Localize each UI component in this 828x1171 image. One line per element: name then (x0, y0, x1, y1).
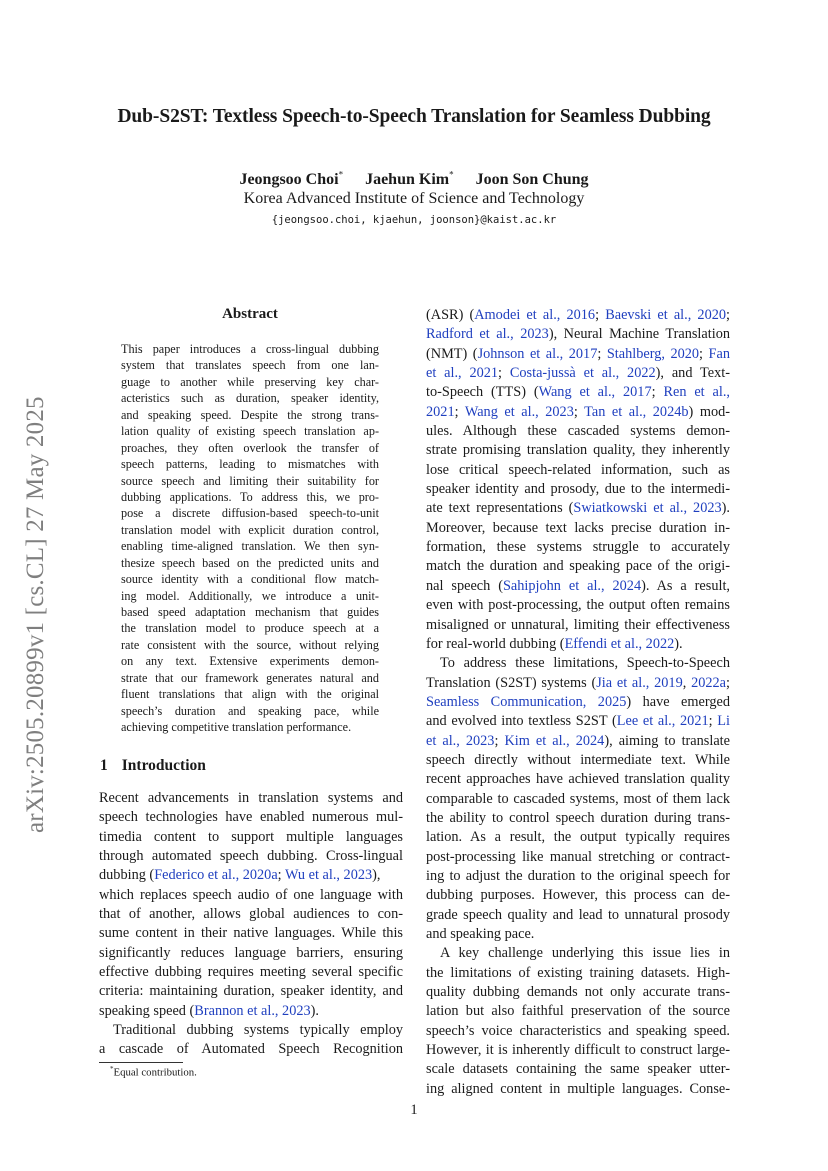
abstract-line: the translation model to produce speech at a (121, 621, 379, 636)
citation-link[interactable]: Radford et al., 2023 (426, 326, 549, 343)
text-run: misaligned or unnatural, limiting their effectiveness (426, 616, 730, 633)
text-line (99, 828, 403, 847)
text-run: through automated speech dubbing. Cross-lingual (99, 848, 403, 865)
text-line (426, 712, 730, 731)
citation-link[interactable]: Seamless Communication, 2025 (426, 693, 627, 710)
text-run: speech’s voice characteristics and speaking speed. (426, 1022, 730, 1039)
text-run: post-processing like manual stretching or contract- (426, 848, 730, 865)
arxiv-stamp-text: arXiv:2505.20899v1 [cs.CL] 27 May 2025 (22, 396, 49, 833)
text-line (426, 499, 730, 518)
text-run: ing aligned content in multiple languages. Conse- (426, 1080, 730, 1097)
right-column-text (426, 306, 730, 1099)
citation-link[interactable]: Fan (708, 345, 730, 362)
abstract-line: pose a discrete diffusion-based speech-to-unit (121, 506, 379, 521)
text-line (426, 770, 730, 789)
abstract-line: dubbing applications. To address this, we pro- (121, 489, 379, 504)
citation-link[interactable]: Tan et al., 2024b (584, 403, 689, 420)
text-line (426, 848, 730, 867)
citation-link[interactable]: Wu et al., 2023 (284, 867, 373, 884)
text-run: ; (595, 307, 606, 323)
author: Jaehun Kim* (365, 170, 454, 189)
text-line (426, 1060, 730, 1079)
abstract-line: This paper introduces a cross-lingual dubbing (121, 342, 379, 356)
text-run: (ASR) ( (426, 307, 475, 323)
abstract-line: achieving competitive translation performance. (121, 720, 352, 735)
text-run: ). (674, 635, 683, 652)
text-line (99, 963, 403, 982)
text-run: speech technologies have enabled numerous mul- (99, 809, 403, 826)
abstract-line: proaches, they often overlook the transfer of (121, 440, 379, 455)
text-line (426, 441, 730, 460)
text-line (426, 906, 730, 925)
abstract-line: based speed adaptation mechanism that guides (121, 605, 379, 619)
text-run: Recent advancements in translation systems and (99, 790, 403, 806)
text-run: To address these limitations, Speech-to-Speech (440, 655, 730, 672)
text-line (99, 1040, 403, 1059)
text-line (426, 519, 730, 538)
text-line (426, 732, 730, 751)
text-run: lation. As a result, the output typically requires (426, 829, 730, 846)
text-run: formation, these systems struggle to accurately (426, 539, 730, 556)
text-line (99, 905, 403, 924)
text-line (426, 345, 730, 364)
abstract-line: thesize speech based on the predicted units and (121, 555, 379, 570)
text-line (426, 809, 730, 828)
text-run: ing to adjust the duration to the original speech for (426, 867, 730, 884)
footnote: *Equal contribution. (110, 1065, 197, 1079)
author: Joon Son Chung (475, 171, 589, 189)
citation-link[interactable]: Sahipjohn et al., 2024 (502, 577, 642, 594)
text-line (426, 596, 730, 615)
text-line (426, 867, 730, 886)
citation-link[interactable]: Johnson et al., 2017 (477, 345, 598, 362)
text-run: ; (494, 732, 505, 749)
author-emails: {jeongsoo.choi, kjaehun, joonson}@kaist.ac.kr (271, 214, 557, 226)
text-run: ), (372, 867, 381, 884)
text-run: grade speech quality and lead to unnatural prosody (426, 906, 730, 923)
text-line (99, 866, 403, 885)
citation-link[interactable]: Jia et al., 2019 (596, 674, 683, 691)
citation-link[interactable]: Wang et al., 2017 (538, 384, 652, 401)
text-line (426, 1041, 730, 1060)
abstract-line: rate consistent with the source, without relying (121, 637, 379, 652)
text-line (426, 306, 730, 325)
text-line (426, 635, 730, 654)
text-line (426, 944, 730, 963)
section-number: 1 (100, 757, 108, 774)
text-run: ). As a result, (641, 577, 730, 594)
text-run: ; (726, 674, 730, 691)
text-line (99, 1002, 403, 1021)
text-run: speaking speed ( (99, 1002, 195, 1019)
left-column-text (99, 789, 403, 1060)
text-run: the limitations of existing training datasets. High- (426, 964, 730, 981)
text-line (99, 924, 403, 943)
text-line (426, 674, 730, 693)
text-line (426, 983, 730, 1002)
footnote-rule (99, 1062, 183, 1063)
citation-link[interactable]: Swiatkowski et al., 2023 (573, 500, 722, 517)
text-run: recent approaches have achieved translation quality (426, 771, 730, 788)
text-run: (NMT) ( (426, 345, 478, 362)
paper-title: Dub-S2ST: Textless Speech-to-Speech Translation for Seamless Dubbing (117, 106, 711, 127)
text-run: ; (573, 403, 585, 420)
abstract-body (121, 341, 379, 736)
text-run: ate text representations ( (426, 500, 574, 517)
text-line (426, 751, 730, 770)
citation-link[interactable]: Kim et al., 2024 (504, 732, 605, 749)
text-run: match the duration and speaking pace of the origi- (426, 558, 730, 575)
text-line (426, 1002, 730, 1021)
text-run: ). (310, 1002, 319, 1019)
abstract-line: on any text. Extensive experiments demon- (121, 654, 379, 669)
citation-link[interactable]: et al., 2023 (426, 732, 495, 749)
abstract-line: and speaking speed. Despite the strong trans- (121, 407, 379, 422)
text-run: Moreover, because text lacks precise duration in- (426, 519, 730, 536)
text-run: ; (277, 867, 285, 884)
text-line (99, 808, 403, 827)
text-run: for real-world dubbing ( (426, 635, 565, 652)
citation-link[interactable]: Li (717, 713, 731, 730)
text-line (426, 886, 730, 905)
citation-link[interactable]: Costa-jussà et al., 2022 (509, 365, 656, 382)
text-run: ; (726, 307, 731, 323)
text-run: comparable to cascaded systems, most of them lack (426, 790, 730, 807)
text-run: a cascade of Automated Speech Recognition (99, 1041, 403, 1058)
citation-link[interactable]: 2022a (691, 674, 727, 691)
text-run: ; (708, 713, 718, 730)
text-run: ), aiming to translate (604, 732, 730, 749)
abstract-heading: Abstract (222, 306, 278, 322)
abstract-line: strate that our framework generates natural and (121, 670, 379, 685)
citation-link[interactable]: Baevski et al., 2020 (605, 307, 727, 323)
abstract-line: lation quality of existing speech translation ap- (121, 424, 379, 439)
text-run: dubbing ( (99, 867, 155, 884)
text-run: ; (699, 345, 709, 362)
text-run: that of another, allows global audiences to con- (99, 906, 403, 923)
arxiv-stamp (20, 343, 52, 833)
text-run: ) have emerged (626, 693, 731, 710)
text-line (426, 480, 730, 499)
text-run: ), Neural Machine Translation (548, 326, 730, 343)
text-run: ). (721, 500, 730, 517)
text-run: criteria: maintaining duration, speaker identity, and (99, 983, 403, 1000)
text-run: speech directly without intermediate text. While (426, 751, 730, 768)
text-run: dubbing purposes. However, this process can de- (426, 887, 730, 904)
text-line (426, 383, 730, 402)
text-run: scale datasets containing the same speaker utter- (426, 1061, 730, 1078)
text-line (426, 364, 730, 383)
text-line (426, 461, 730, 480)
text-line (99, 944, 403, 963)
text-run: ), and Text- (655, 365, 730, 382)
abstract-line: fluent translations that align with the original (121, 687, 379, 702)
text-run: Traditional dubbing systems typically employ (113, 1022, 403, 1039)
text-run: lose critical speech-related information, such as (426, 461, 730, 478)
text-line (426, 790, 730, 809)
text-run: strate promising translation quality, they inherently (426, 442, 730, 459)
text-run: ; (454, 403, 465, 420)
text-line (99, 789, 403, 808)
abstract-line: speech’s duration and speaking pace, while (121, 703, 379, 718)
text-run: ; (597, 345, 607, 362)
text-line (426, 577, 730, 596)
text-run: ) mod- (688, 403, 730, 420)
citation-link[interactable]: 2021 (426, 403, 455, 420)
text-line (426, 557, 730, 576)
text-line (426, 616, 730, 635)
text-line (426, 654, 730, 673)
citation-link[interactable]: Effendi et al., 2022 (564, 635, 675, 652)
citation-link[interactable]: et al., 2021 (426, 365, 499, 382)
text-run: , (682, 674, 692, 691)
text-run: lation but also faithful preservation of the source (426, 1003, 730, 1020)
text-run: timedia content to support multiple languages (99, 828, 403, 845)
text-line (426, 964, 730, 983)
text-line (426, 538, 730, 557)
text-line (426, 422, 730, 441)
text-line (99, 847, 403, 866)
citation-link[interactable]: Federico et al., 2020a (154, 867, 278, 884)
text-run: quality dubbing demands not only accurate trans- (426, 984, 730, 1001)
abstract-line: system that translates speech from one lan- (121, 358, 379, 373)
citation-link[interactable]: Brannon et al., 2023 (194, 1002, 311, 1019)
text-run: sume content in their native languages. While this (99, 925, 403, 942)
text-line (426, 403, 730, 422)
text-run: significantly reduces language barriers, ensuring (99, 944, 403, 961)
section-heading-introduction (100, 757, 206, 775)
text-line (99, 1021, 403, 1040)
abstract-line: guage to another while preserving key char- (121, 374, 379, 389)
citation-link[interactable]: Wang et al., 2023 (464, 403, 574, 420)
text-run: effective dubbing requires meeting several specific (99, 964, 403, 981)
text-line (426, 1080, 730, 1099)
text-run: and speaking pace. (426, 926, 535, 942)
abstract-line: acteristics such as duration, speaker identity, (121, 391, 379, 406)
page-number: 1 (410, 1102, 418, 1118)
abstract-line: speech patterns, leading to mismatches with (121, 457, 379, 472)
abstract-line: translation model with explicit duration control, (121, 522, 379, 537)
text-line (426, 1022, 730, 1041)
text-line (99, 982, 403, 1001)
text-run: nal speech ( (426, 577, 503, 594)
text-run: and evolved into textless S2ST ( (426, 713, 617, 730)
abstract-line: source identity with a conditional flow match- (121, 572, 379, 587)
text-run: However, it is inherently difficult to construct large- (426, 1042, 730, 1059)
text-line (426, 325, 730, 344)
abstract-line: ing model. Additionally, we introduce a unit- (121, 588, 379, 603)
affiliation: Korea Advanced Institute of Science and Technology (243, 190, 585, 207)
author: Jeongsoo Choi* (239, 170, 344, 189)
citation-link[interactable]: Ren et al., (663, 384, 730, 401)
citation-link[interactable]: Lee et al., 2021 (616, 713, 709, 730)
text-run: ; (498, 365, 510, 382)
text-line (426, 925, 730, 944)
text-line (426, 828, 730, 847)
text-run: the ability to control speech duration during trans- (426, 809, 730, 826)
text-run: to-Speech (TTS) ( (426, 384, 539, 401)
text-run: which replaces speech audio of one language with (99, 886, 403, 903)
citation-link[interactable]: Stahlberg, 2020 (606, 345, 700, 362)
text-run: ules. Although these cascaded systems demon- (426, 423, 730, 440)
text-run: even with post-processing, the output often remains (426, 597, 730, 614)
author-list (0, 170, 828, 189)
abstract-line: enabling time-aligned translation. We then syn- (121, 539, 379, 554)
text-run: ; (651, 384, 664, 401)
text-run: Translation (S2ST) systems ( (426, 674, 597, 691)
text-run: speaker identity and prosody, due to the intermedi- (426, 481, 730, 498)
section-title: Introduction (121, 757, 206, 774)
abstract-line: source speech and limiting their suitability for (121, 473, 379, 488)
text-run: A key challenge underlying this issue lies in (440, 945, 730, 962)
citation-link[interactable]: Amodei et al., 2016 (474, 307, 596, 323)
text-line (426, 693, 730, 712)
text-line (99, 886, 403, 905)
